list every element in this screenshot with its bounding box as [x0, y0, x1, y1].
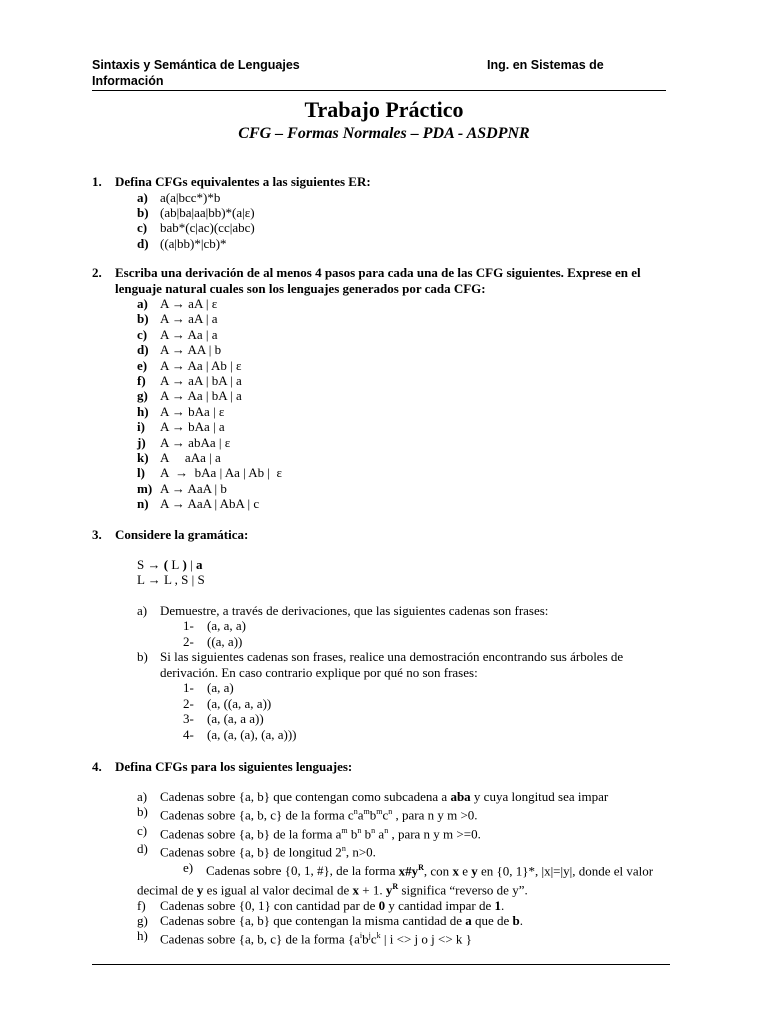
- list-item: [92, 450, 692, 465]
- list-item: 1- (a, a, a): [183, 618, 246, 633]
- exercise-text: Considere la gramática:: [115, 527, 249, 542]
- list-item: d) ((a|bb)*|cb)*: [137, 235, 227, 251]
- production-rule: A → bAa | Aa | Ab | ε: [160, 465, 282, 481]
- list-item: 1- (a, a): [183, 680, 234, 695]
- item-label: j): [137, 434, 146, 450]
- exercise-number: 1.: [92, 174, 102, 189]
- item-label: m): [137, 480, 153, 496]
- document-title: Trabajo Práctico: [304, 97, 464, 122]
- production-rule: A aAa | a: [160, 450, 221, 466]
- list-item: [92, 435, 692, 450]
- production-rule: A → abAa | ε: [160, 434, 231, 450]
- exercise-2-heading: [92, 265, 692, 296]
- production-rule: A → aA | bA | a: [160, 373, 242, 389]
- list-item: d) Cadenas sobre {a, b} de longitud 2$^n$, n>0.: [137, 841, 376, 860]
- exercise-3-heading: [92, 527, 692, 543]
- item-label: l): [137, 465, 145, 481]
- list-item: h) Cadenas sobre {a, b, c} de la forma {$a^ib^jc^k$ | i <> j o j <> k }: [137, 928, 472, 947]
- list-item: f) Cadenas sobre {0, 1} con cantidad par de 0 y cantidad impar de 1.: [137, 897, 505, 913]
- degree-name: Ing. en Sistemas de: [487, 58, 604, 72]
- grammar-rule: S → ( L ) | a: [137, 556, 203, 572]
- list-item: a) Cadenas sobre {a, b} que contengan como subcadena a aba y cuya longitud sea impar: [137, 788, 609, 804]
- part-b: b) Si las siguientes cadenas son frases, realice una demostración encontrando sus árboles de derivación. En caso contrario explique por qué no son frases:: [137, 649, 624, 680]
- list-item: 2- (a, ((a, a, a)): [183, 695, 272, 711]
- exercise-number: 3.: [92, 527, 102, 542]
- item-label: h): [137, 403, 149, 419]
- list-item: [92, 296, 692, 311]
- list-item: [92, 327, 692, 342]
- list-item: [92, 342, 692, 357]
- list-item: g) Cadenas sobre {a, b} que contengan la misma cantidad de a que de b.: [137, 912, 524, 928]
- list-item-continued: decimal de y es igual al valor decimal de x + 1. $y^R$ significa “reverso de y”.: [137, 881, 528, 898]
- list-item: [92, 481, 692, 496]
- list-item: b) Cadenas sobre {a, b, c} de la forma $c^na^mb^mc^n$ , para n y m >0.: [137, 803, 478, 823]
- list-item: b) (ab|ba|aa|bb)*(a|ε): [137, 204, 255, 220]
- list-item: [92, 311, 692, 326]
- exercise-number: 2.: [92, 265, 102, 280]
- exercise-text: Defina CFGs para los siguientes lenguajes:: [115, 759, 353, 774]
- production-rule: A → AaA | AbA | c: [160, 496, 260, 512]
- production-rule: A → aA | a: [160, 311, 218, 327]
- list-item: a) a(a|bcc*)*b: [137, 189, 221, 205]
- list-item: 2- ((a, a)): [183, 633, 243, 649]
- production-rule: A → AaA | b: [160, 480, 227, 496]
- exercise-4-heading: [92, 759, 692, 775]
- exercise-text: Defina CFGs equivalentes a las siguientes ER:: [115, 174, 371, 189]
- list-item: [92, 358, 692, 373]
- list-item: c) Cadenas sobre {a, b} de la forma $a^m$ $b^n$ $b^n$ $a^n$ , para n y m >=0.: [137, 822, 481, 841]
- list-item: [92, 419, 692, 434]
- list-item: 4- (a, (a, (a), (a, a))): [183, 726, 297, 742]
- item-label: b): [137, 311, 149, 327]
- production-rule: A → bAa | a: [160, 419, 225, 435]
- exercise-1: [92, 174, 692, 251]
- list-item: [92, 404, 692, 419]
- item-label: k): [137, 450, 149, 466]
- exercise-text: Escriba una derivación de al menos 4 pasos para cada una de las CFG siguientes. Exprese en el: [115, 265, 641, 280]
- list-item: c) bab*(c|ac)(cc|abc): [137, 220, 255, 236]
- exercise-number: 4.: [92, 759, 102, 774]
- exercise-text-cont: lenguaje natural cuales son los lenguajes generados por cada CFG:: [115, 280, 486, 296]
- item-label: c): [137, 326, 148, 342]
- item-label: i): [137, 419, 145, 435]
- document-subtitle: CFG – Formas Normales – PDA - ASDPNR: [238, 125, 530, 142]
- exercise-4: [92, 759, 692, 947]
- list-item: 3- (a, (a, a a)): [183, 711, 264, 726]
- item-label: a): [137, 296, 148, 311]
- production-rule: A → Aa | bA | a: [160, 388, 242, 404]
- item-label: f): [137, 373, 146, 389]
- list-item: [92, 496, 692, 511]
- production-rule: A → Aa | a: [160, 326, 218, 342]
- item-label: n): [137, 496, 149, 512]
- header-rule: [92, 90, 666, 91]
- list-item: [92, 465, 692, 480]
- list-item: e) Cadenas sobre {0, 1, #}, de la forma $x\#y^R$, con x e y en {0, 1}*, |x|=|y|, donde el valor: [183, 860, 654, 879]
- item-label: g): [137, 388, 148, 404]
- part-a: a) Demuestre, a través de derivaciones, que las siguientes cadenas son frases:: [137, 602, 549, 618]
- course-name: Sintaxis y Semántica de Lenguajes: [92, 58, 300, 72]
- list-item: [92, 388, 692, 403]
- exercise-3: [92, 527, 692, 742]
- item-label: d): [137, 342, 149, 358]
- exercise-2: [92, 265, 692, 512]
- production-rule: A → bAa | ε: [160, 403, 225, 419]
- production-rule: A → aA | ε: [160, 296, 218, 311]
- item-label: e): [137, 357, 148, 373]
- production-rule: A → AA | b: [160, 342, 222, 358]
- grammar-rule: L → L , S | S: [137, 572, 205, 587]
- exercise-1-heading: [92, 174, 692, 190]
- production-rule: A → Aa | Ab | ε: [160, 357, 242, 373]
- footer-rule: [92, 964, 670, 965]
- list-item: [92, 373, 692, 388]
- degree-name-continued: Información: [92, 74, 164, 88]
